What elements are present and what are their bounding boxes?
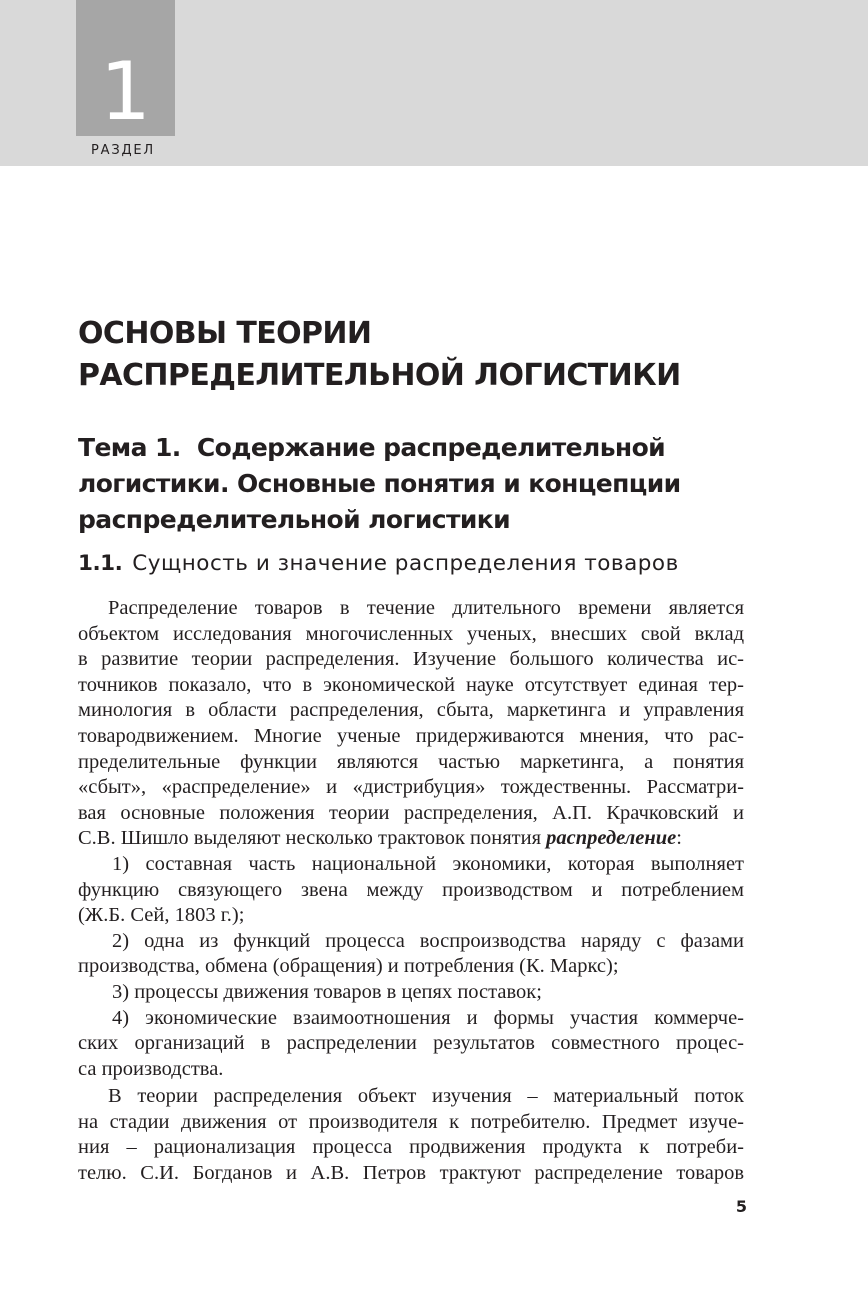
- text-fragment: С.В. Шишло выделяют несколько трактовок понятия: [78, 827, 547, 850]
- text-line: объектом исследования многочисленных ученых, внесших свой вклад: [78, 622, 744, 645]
- list-item-line: са производства.: [78, 1057, 224, 1080]
- body-text: [78, 596, 744, 1187]
- page-number: 5: [735, 1197, 747, 1216]
- list-item-line: 1) составная часть национальной экономики, которая выполняет: [112, 852, 744, 875]
- part-title-line: ОСНОВЫ ТЕОРИИ: [78, 316, 372, 351]
- text-line: Распределение товаров в течение длительного времени является: [108, 597, 744, 619]
- topic-title-line: Тема 1. Содержание распределительной: [78, 433, 666, 462]
- key-term: распределение: [546, 827, 677, 850]
- list-item-line: (Ж.Б. Сей, 1803 г.);: [78, 904, 245, 927]
- text-line: на стадии движения от производителя к потребителю. Предмет изуче-: [78, 1110, 744, 1133]
- section-label: РАЗДЕЛ: [91, 143, 156, 158]
- text-line: точников показало, что в экономической науке отсутствует единая тер-: [78, 673, 744, 696]
- text-line: вая основные положения теории распределения, А.П. Крачковский и: [78, 801, 744, 824]
- list-item-line: ских организаций в распределении результатов совместного процес-: [78, 1032, 744, 1055]
- list-item-line: производства, обмена (обращения) и потребления (К. Маркс);: [78, 955, 619, 978]
- text-line: ния – рационализация процесса продвижения продукта к потреби-: [78, 1136, 744, 1159]
- text-line: [78, 826, 744, 852]
- subsection-number: 1.1.: [78, 551, 123, 576]
- topic-title-line: распределительной логистики: [78, 505, 511, 534]
- part-title-line: РАСПРЕДЕЛИТЕЛЬНОЙ ЛОГИСТИКИ: [78, 358, 681, 393]
- text-line: минология в области распределения, сбыта, маркетинга и управления: [78, 699, 744, 722]
- part-title: [78, 313, 838, 397]
- text-fragment: :: [676, 827, 682, 850]
- text-line: В теории распределения объект изучения – материальный поток: [108, 1085, 744, 1108]
- subsection-title: Сущность и значение распределения товаров: [132, 551, 679, 576]
- subsection-heading: [78, 548, 679, 580]
- topic-title: [78, 430, 838, 538]
- list-item-line: 2) одна из функций процесса воспроизводства наряду с фазами: [112, 929, 744, 952]
- text-line: пределительные функции являются частью маркетинга, а понятия: [78, 750, 744, 773]
- text-line: телю. С.И. Богданов и А.В. Петров трактуют распределение товаров: [78, 1162, 744, 1185]
- topic-title-line: логистики. Основные понятия и концепции: [78, 469, 681, 498]
- list-item-line: 4) экономические взаимоотношения и формы участия коммерче-: [112, 1006, 744, 1029]
- list-item-line: функцию связующего звена между производством и потреблением: [78, 878, 744, 901]
- text-line: товародвижением. Многие ученые придерживаются мнения, что рас-: [78, 724, 744, 747]
- section-number: 1: [100, 45, 151, 138]
- text-line: «сбыт», «распределение» и «дистрибуция» тождественны. Рассматри-: [78, 776, 744, 799]
- list-item-line: 3) процессы движения товаров в цепях поставок;: [112, 980, 542, 1003]
- text-line: в развитие теории распределения. Изучение большого количества ис-: [78, 648, 744, 671]
